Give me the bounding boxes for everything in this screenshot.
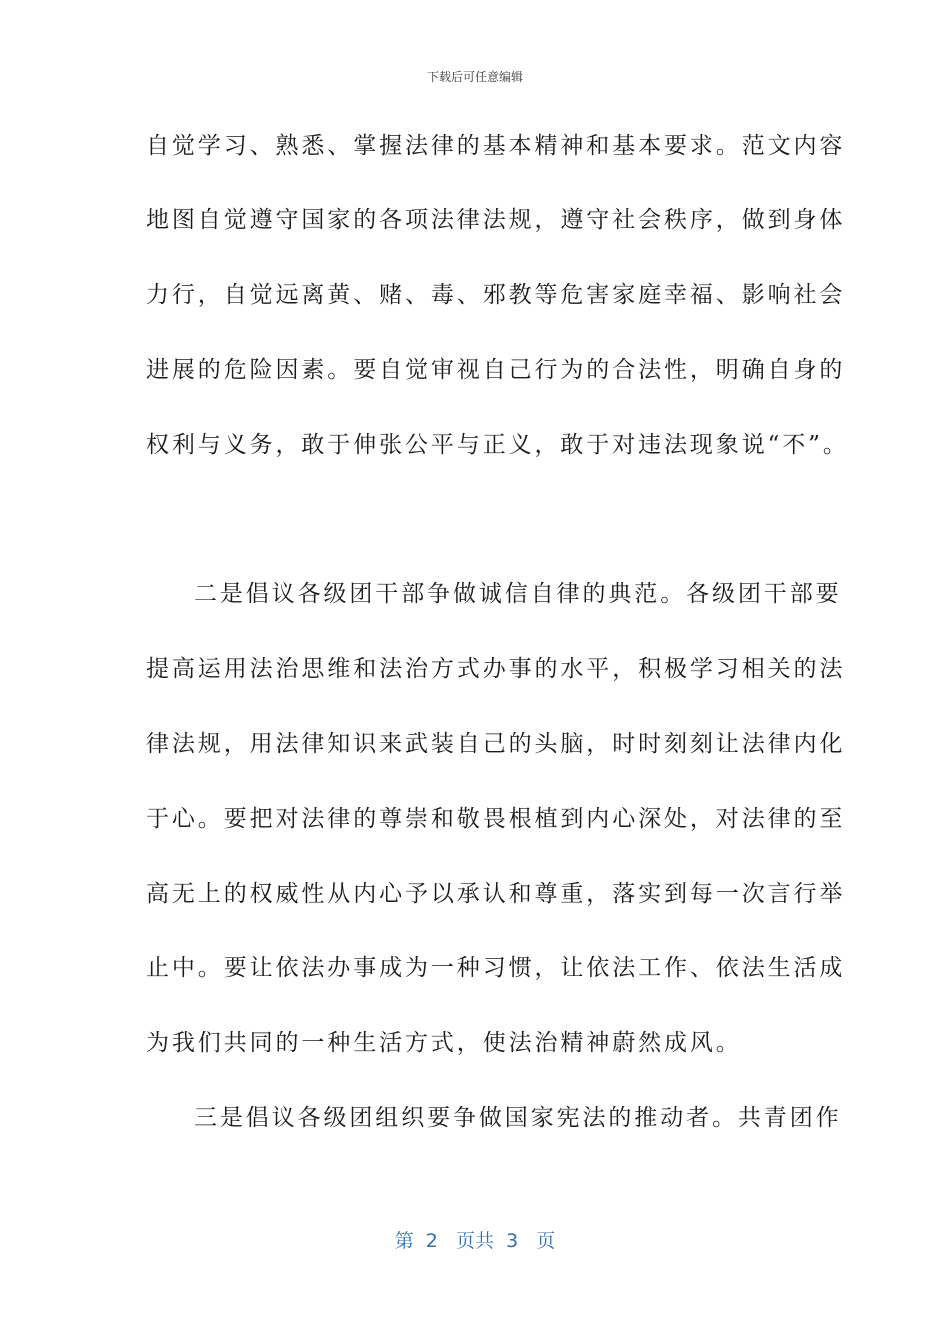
body-line-10: 高无上的权威性从内心予以承认和尊重，落实到每一次言行举 (146, 881, 846, 907)
body-line-8: 律法规，用法律知识来武装自己的头脑，时时刻刻让法律内化 (146, 731, 846, 757)
body-line-9: 于心。要把对法律的尊崇和敬畏根植到内心深处，对法律的至 (146, 806, 846, 832)
body-line-3: 力行，自觉远离黄、赌、毒、邪教等危害家庭幸福、影响社会 (146, 282, 846, 308)
header-note: 下载后可任意编辑 (426, 70, 523, 84)
page-number: 第 2 页共 3 页 (394, 1230, 556, 1252)
body-line-4: 进展的危险因素。要自觉审视自己行为的合法性，明确自身的 (146, 357, 846, 383)
body-line-7: 提高运用法治思维和法治方式办事的水平，积极学习相关的法 (146, 656, 846, 682)
paragraph-2-first-line: 二是倡议各级团干部争做诚信自律的典范。各级团干部要 (194, 581, 842, 607)
body-line-12: 为我们共同的一种生活方式，使法治精神蔚然成风。 (146, 1030, 742, 1056)
body-line-5: 权利与义务，敢于伸张公平与正义，敢于对违法现象说“不”。 (146, 432, 849, 458)
body-line-2: 地图自觉遵守国家的各项法律法规，遵守社会秩序，做到身体 (146, 207, 846, 233)
body-line-1: 自觉学习、熟悉、掌握法律的基本精神和基本要求。范文内容 (146, 133, 846, 159)
body-line-11: 止中。要让依法办事成为一种习惯，让依法工作、依法生活成 (146, 955, 846, 981)
paragraph-3-first-line: 三是倡议各级团组织要争做国家宪法的推动者。共青团作 (194, 1105, 842, 1131)
